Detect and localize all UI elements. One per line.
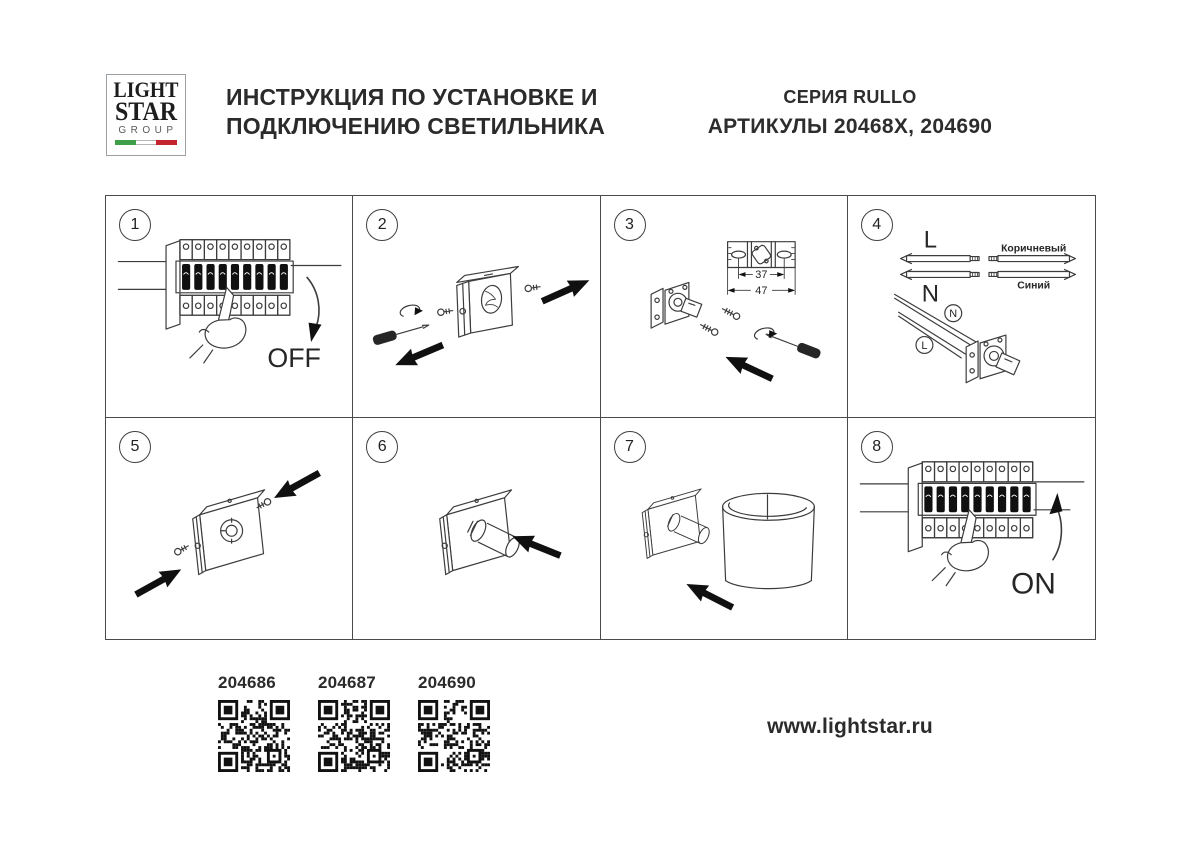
qr-article-number: 204687 — [318, 673, 376, 692]
step-number-badge: 5 — [119, 431, 151, 463]
screw — [173, 543, 189, 556]
italian-flag-stripe — [115, 140, 177, 145]
series-block — [655, 87, 1045, 139]
brown-wire-label: Коричневый — [1000, 243, 1067, 255]
wall-bracket — [651, 282, 702, 328]
wall-bracket — [966, 335, 1020, 383]
off-label: OFF — [267, 342, 321, 373]
page-title — [226, 83, 605, 141]
step-number-badge: 4 — [861, 209, 893, 241]
step-panel-6 — [353, 418, 600, 640]
qr-item — [218, 673, 290, 772]
lightstar-logo — [106, 74, 186, 156]
screwdriver — [372, 320, 430, 345]
neutral-wire-label: N — [921, 280, 939, 308]
steps-grid — [105, 195, 1096, 640]
neutral-tag: N — [949, 308, 957, 321]
curved-arrow-up — [1049, 492, 1062, 559]
step-panel-2 — [353, 196, 600, 418]
logo-word-star: STAR — [114, 97, 178, 126]
screw — [721, 306, 741, 321]
qr-article-number: 204690 — [418, 673, 476, 692]
qr-section — [218, 673, 490, 772]
title-line-1: ИНСТРУКЦИЯ ПО УСТАНОВКЕ И — [226, 84, 598, 110]
screw — [438, 307, 454, 315]
screw — [699, 322, 719, 337]
pointing-hand — [932, 509, 988, 585]
step-number-badge: 3 — [614, 209, 646, 241]
qr-article-number: 204686 — [218, 673, 276, 692]
logo-word-group: GROUP — [118, 125, 178, 136]
qr-code — [418, 700, 490, 772]
qr-code — [218, 700, 290, 772]
series-name: СЕРИЯ RULLO — [783, 87, 917, 107]
title-line-2: ПОДКЛЮЧЕНИЮ СВЕТИЛЬНИКА — [226, 113, 606, 139]
direction-arrow-up-right — [539, 272, 593, 309]
step-number-badge: 1 — [119, 209, 151, 241]
fixture-body — [457, 267, 519, 338]
website-url: www.lightstar.ru — [767, 715, 933, 738]
dimension-inner: 37 — [754, 268, 767, 281]
flag-green — [115, 140, 136, 145]
step-number-badge: 7 — [614, 431, 646, 463]
mounting-plate — [727, 242, 795, 268]
step-number-badge: 8 — [861, 431, 893, 463]
fixture-body — [642, 488, 712, 557]
step-panel-7 — [601, 418, 848, 640]
wires-legend — [900, 227, 1075, 308]
step-panel-5 — [106, 418, 353, 640]
blue-wire-label: Синий — [1016, 280, 1050, 292]
live-tag: L — [921, 339, 928, 352]
fixture-body — [193, 489, 265, 574]
live-wire-label: L — [923, 226, 937, 254]
dimension-outer: 47 — [754, 284, 767, 297]
on-label: ON — [1010, 567, 1056, 601]
step-number-badge: 2 — [366, 209, 398, 241]
step-panel-1 — [106, 196, 353, 418]
article-numbers: АРТИКУЛЫ 20468X, 204690 — [707, 115, 993, 138]
step-panel-4 — [848, 196, 1095, 418]
flag-red — [156, 140, 177, 145]
lamp-shade — [722, 493, 814, 588]
curved-arrow-down — [307, 277, 321, 342]
step-panel-8 — [848, 418, 1095, 640]
step-panel-3 — [601, 196, 848, 418]
step-number-badge: 6 — [366, 431, 398, 463]
qr-item — [318, 673, 390, 772]
direction-arrow-down-left — [270, 465, 324, 506]
direction-arrow-down-left — [392, 337, 447, 374]
qr-item — [418, 673, 490, 772]
direction-arrow-up-left — [721, 349, 775, 387]
flag-white — [136, 140, 157, 145]
qr-code — [318, 700, 390, 772]
rotation-arrow — [400, 305, 423, 316]
pointing-hand — [190, 287, 246, 362]
direction-arrow-up-right — [132, 561, 186, 602]
screw — [525, 284, 541, 292]
logo-word-light: LIGHT — [113, 77, 179, 102]
